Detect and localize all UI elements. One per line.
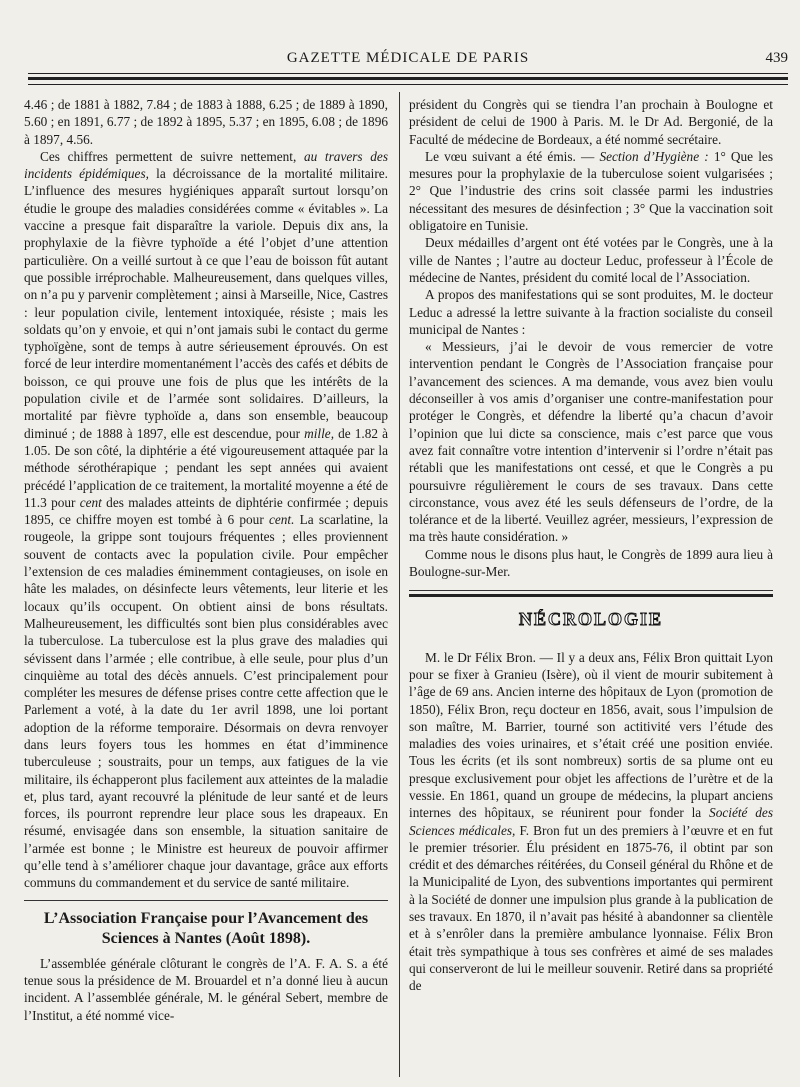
text-run: M. le Dr Félix Bron. — Il y a deux ans, Félix Bron quittait Lyon pour se fixer à Granieu (Isère), où il vient de mourir subitement à l’âge de 69 ans. Ancien interne des hôpitaux de Lyon (promotion de 1850), Félix Bron, reçu docteur en 1856, avait, sous l’impulsion de son maître, M. Barrier, tourné son actitivité vers l’étude des maladies des voies urinaires, et s’était créé une position enviée. Tous les écrits (et ils sont nombreux) sortis de sa plume ont eu presque exclusivement pour objet les affections de l’urètre et de la vessie. En 1861, quand un groupe de médecins, la plupart anciens internes des hôpitaux, se réunirent pour fonder la [409,649,773,821]
page-header [28,50,788,72]
section-rule-thin [409,590,773,591]
page-number: 439 [765,50,788,66]
header-rule-thin [28,73,788,74]
paragraph: 4.46 ; de 1881 à 1882, 7.84 ; de 1883 à 1888, 6.25 ; de 1889 à 1890, 5.60 ; en 1891, 6.77 ; de 1892 à 1895, 5.37 ; en 1895, 6.08 ; de 1896 à 1897, 4.56. [24,97,388,147]
text-run: des malades atteints de diphtérie confirmée ; depuis 1895, ce chiffre moyen est tombé à 6 pour [24,494,388,528]
paragraph [24,148,388,892]
section-heading-line-1: L’Association Française pour l’Avancement des [43,909,369,927]
text-run: 1° Que les mesures pour la prophylaxie de la tuberculose soient vulgarisées ; 2° Que l’industrie des crins soit classée parmi les industries nécessitant des mesures de désinfection ; 3° Que la vaccination soit obligatoire en Tunisie. [409,148,773,234]
italic-run: au travers des incidents épidémiques, [24,148,388,182]
paragraph: A propos des manifestations qui se sont produites, M. le docteur Leduc a adressé la lettre suivante à la fraction socialiste du conseil municipal de Nantes : [409,287,773,337]
text-run: Le vœu suivant a été émis. — [425,148,600,164]
header-rule-thick [28,77,788,80]
text-run: La scarlatine, la rougeole, la grippe sont toujours fréquentes ; elles proviennent souvent de contacts avec la population civile. Pour empêcher l’extension de ces maladies éminemment contagieuses, on isole en hâte les malades, on désinfecte leurs vêtements, leur literie et les locaux qu’ils occupent. On obtient ainsi de bons résultats. Malheureusement, les difficultés sont bien plus considérables avec la tuberculose. La tuberculose est la plus grave des maladies qui sévissent dans l’armée ; elle contribue, à elle seule, pour plus d’un cinquième au total des décès annuels. C’est principalement pour compléter les mesures de défense prises contre cette affection que le Parlement a voté, à la date du 1er avril 1898, une loi portant adoption de la réforme temporaire. Désormais on devra renvoyer dans leurs foyers tous les hommes en état d’imminence tuberculeuse ; soustraits, pour un temps, aux fatigues de la vie militaire, ils échapperont plus facilement aux atteintes de la maladie et, plus tard, ayant recouvré la plénitude de leur santé et de leurs forces, ils pourront reprendre leur place sous les drapeaux. En résumé, envisagée dans son ensemble, la situation sanitaire de l’armée est bonne ; le Ministre est heureux de pouvoir affirmer qu’elle tend à s’améliorer chaque jour davantage, grâce aux efforts communs du commandement et du service de santé militaire. [24,512,389,891]
paragraph: Comme nous le disons plus haut, le Congrès de 1899 aura lieu à Boulogne-sur-Mer. [409,546,773,580]
paragraph: président du Congrès qui se tiendra l’an prochain à Boulogne et président de celui de 1900 à Paris. M. le Dr Ad. Bergonié, de la Faculté de médecine de Bordeaux, a été nommé secrétaire. [409,97,773,147]
paragraph: Deux médailles d’argent ont été votées par le Congrès, une à la ville de Nantes ; l’autre au docteur Leduc, professeur à l’École de médecine de Nantes, président du comité local de l’Association. [409,235,773,285]
text-run: Ces chiffres permettent de suivre nettement, [40,148,304,164]
italic-run: cent [79,494,102,510]
italic-run: Société des Sciences médicales, [409,805,773,838]
quoted-letter: « Messieurs, j’ai le devoir de vous remercier de votre intervention pendant le Congrès de l’Association française pour l’avancement des sciences. A ma demande, vous avez bien voulu déconseiller à vos amis d’organiser une contre-manifestation pour protéger le Congrès, et défendre la liberté qu’a chacun d’avoir l’opinion que lui dicte sa conscience, mais c’est parce que vous avez fait connaître votre intention d’intervenir si l’ordre n’était pas rétabli que les manifestations ont cessé, et que le Congrès a pu poursuivre régulièrement le cours de ses travaux. Dans cette circonstance, vous avez été les seuls défenseurs de l’ordre, de la tolérance et de la liberté. Veuillez agréer, messieurs, l’expression de ma très haute considération. » [409,339,773,545]
header-rule-bottom [28,84,788,85]
section-heading [24,909,388,949]
paragraph [409,148,773,234]
section-rule-thick [409,594,773,597]
journal-title: GAZETTE MÉDICALE DE PARIS [286,50,530,66]
section-heading-line-2: Sciences à Nantes (Août 1898). [101,929,311,947]
italic-run: mille, [304,425,335,441]
section-rule [24,900,388,901]
text-run: F. Bron fut un des premiers à l’œuvre et en fut le premier trésorier. Élu président en 1875-76, il obtint par son crédit et des démarches réitérées, du Conseil général du Rhône et de la Municipalité de Lyon, des subventions importantes qui permirent à la Société de donner une impulsion plus grande à la publication de ses travaux. En 1870, il n’avait pas hésité à abandonner sa clientèle et à s’enrôler dans la première ambulance lyonnaise. Félix Bron était très sympathique à tous ses confrères et aimé de ses malades qui conserveront de lui le meilleur souvenir. Retiré dans sa propriété de [409,822,774,994]
necrologie-heading: NÉCROLOGIE [518,609,664,630]
left-column [24,96,388,1024]
italic-run: cent. [268,512,295,528]
italic-run: Section d’Hygiène : [599,148,709,164]
text-run: de 1.82 à 1.05. De son côté, la diphtérie a été vigoureusement attaquée par la méthode sérothérapique ; pendant les sept années qui avaient précédé l’application de ce traitement, la mortalité moyenne a été de 11.3 pour [24,425,389,510]
text-run: la décroissance de la mortalité militaire. L’influence des mesures hygiéniques apparaît surtout lorsqu’on étudie le groupe des maladies considérées comme « évitables ». La vaccine a presque fait disparaître la variole. Depuis dix ans, la prophylaxie de la fièvre typhoïde a été l’objet d’une attention particulière. On a veillé surtout à ce que l’eau de boisson fût autant que possible irréprochable. Malheureusement, dans quelques villes, on n’a pu y parvenir complètement ; ainsi à Marseille, Nice, Castres : leur population civile, lentement intoxiquée, résiste ; mais les soldats qu’on y envoie, et qui n’ont jamais subi le contact du germe typhoïgène, sont de temps à autre sérieusement éprouvés. On est forcé de leur interdire momentanément l’accès des cafés et débits de boisson, ce qui prouve une fois de plus que les intérêts de la population civile et de l’armée sont solidaires. D’ailleurs, la mortalité par fièvre typhoïde a, dans son ensemble, beaucoup diminué ; de 1888 à 1897, elle est descendue, pour [24,166,389,441]
paragraph [409,649,773,995]
paragraph: L’assemblée générale clôturant le congrès de l’A. F. A. S. a été tenue sous la présidence de M. Brouardel et n’a donné lieu à aucun incident. A l’assemblée générale, M. le général Sebert, membre de l’Institut, a été nommé vice- [24,955,388,1023]
column-divider [399,92,400,1077]
right-column [409,96,773,995]
